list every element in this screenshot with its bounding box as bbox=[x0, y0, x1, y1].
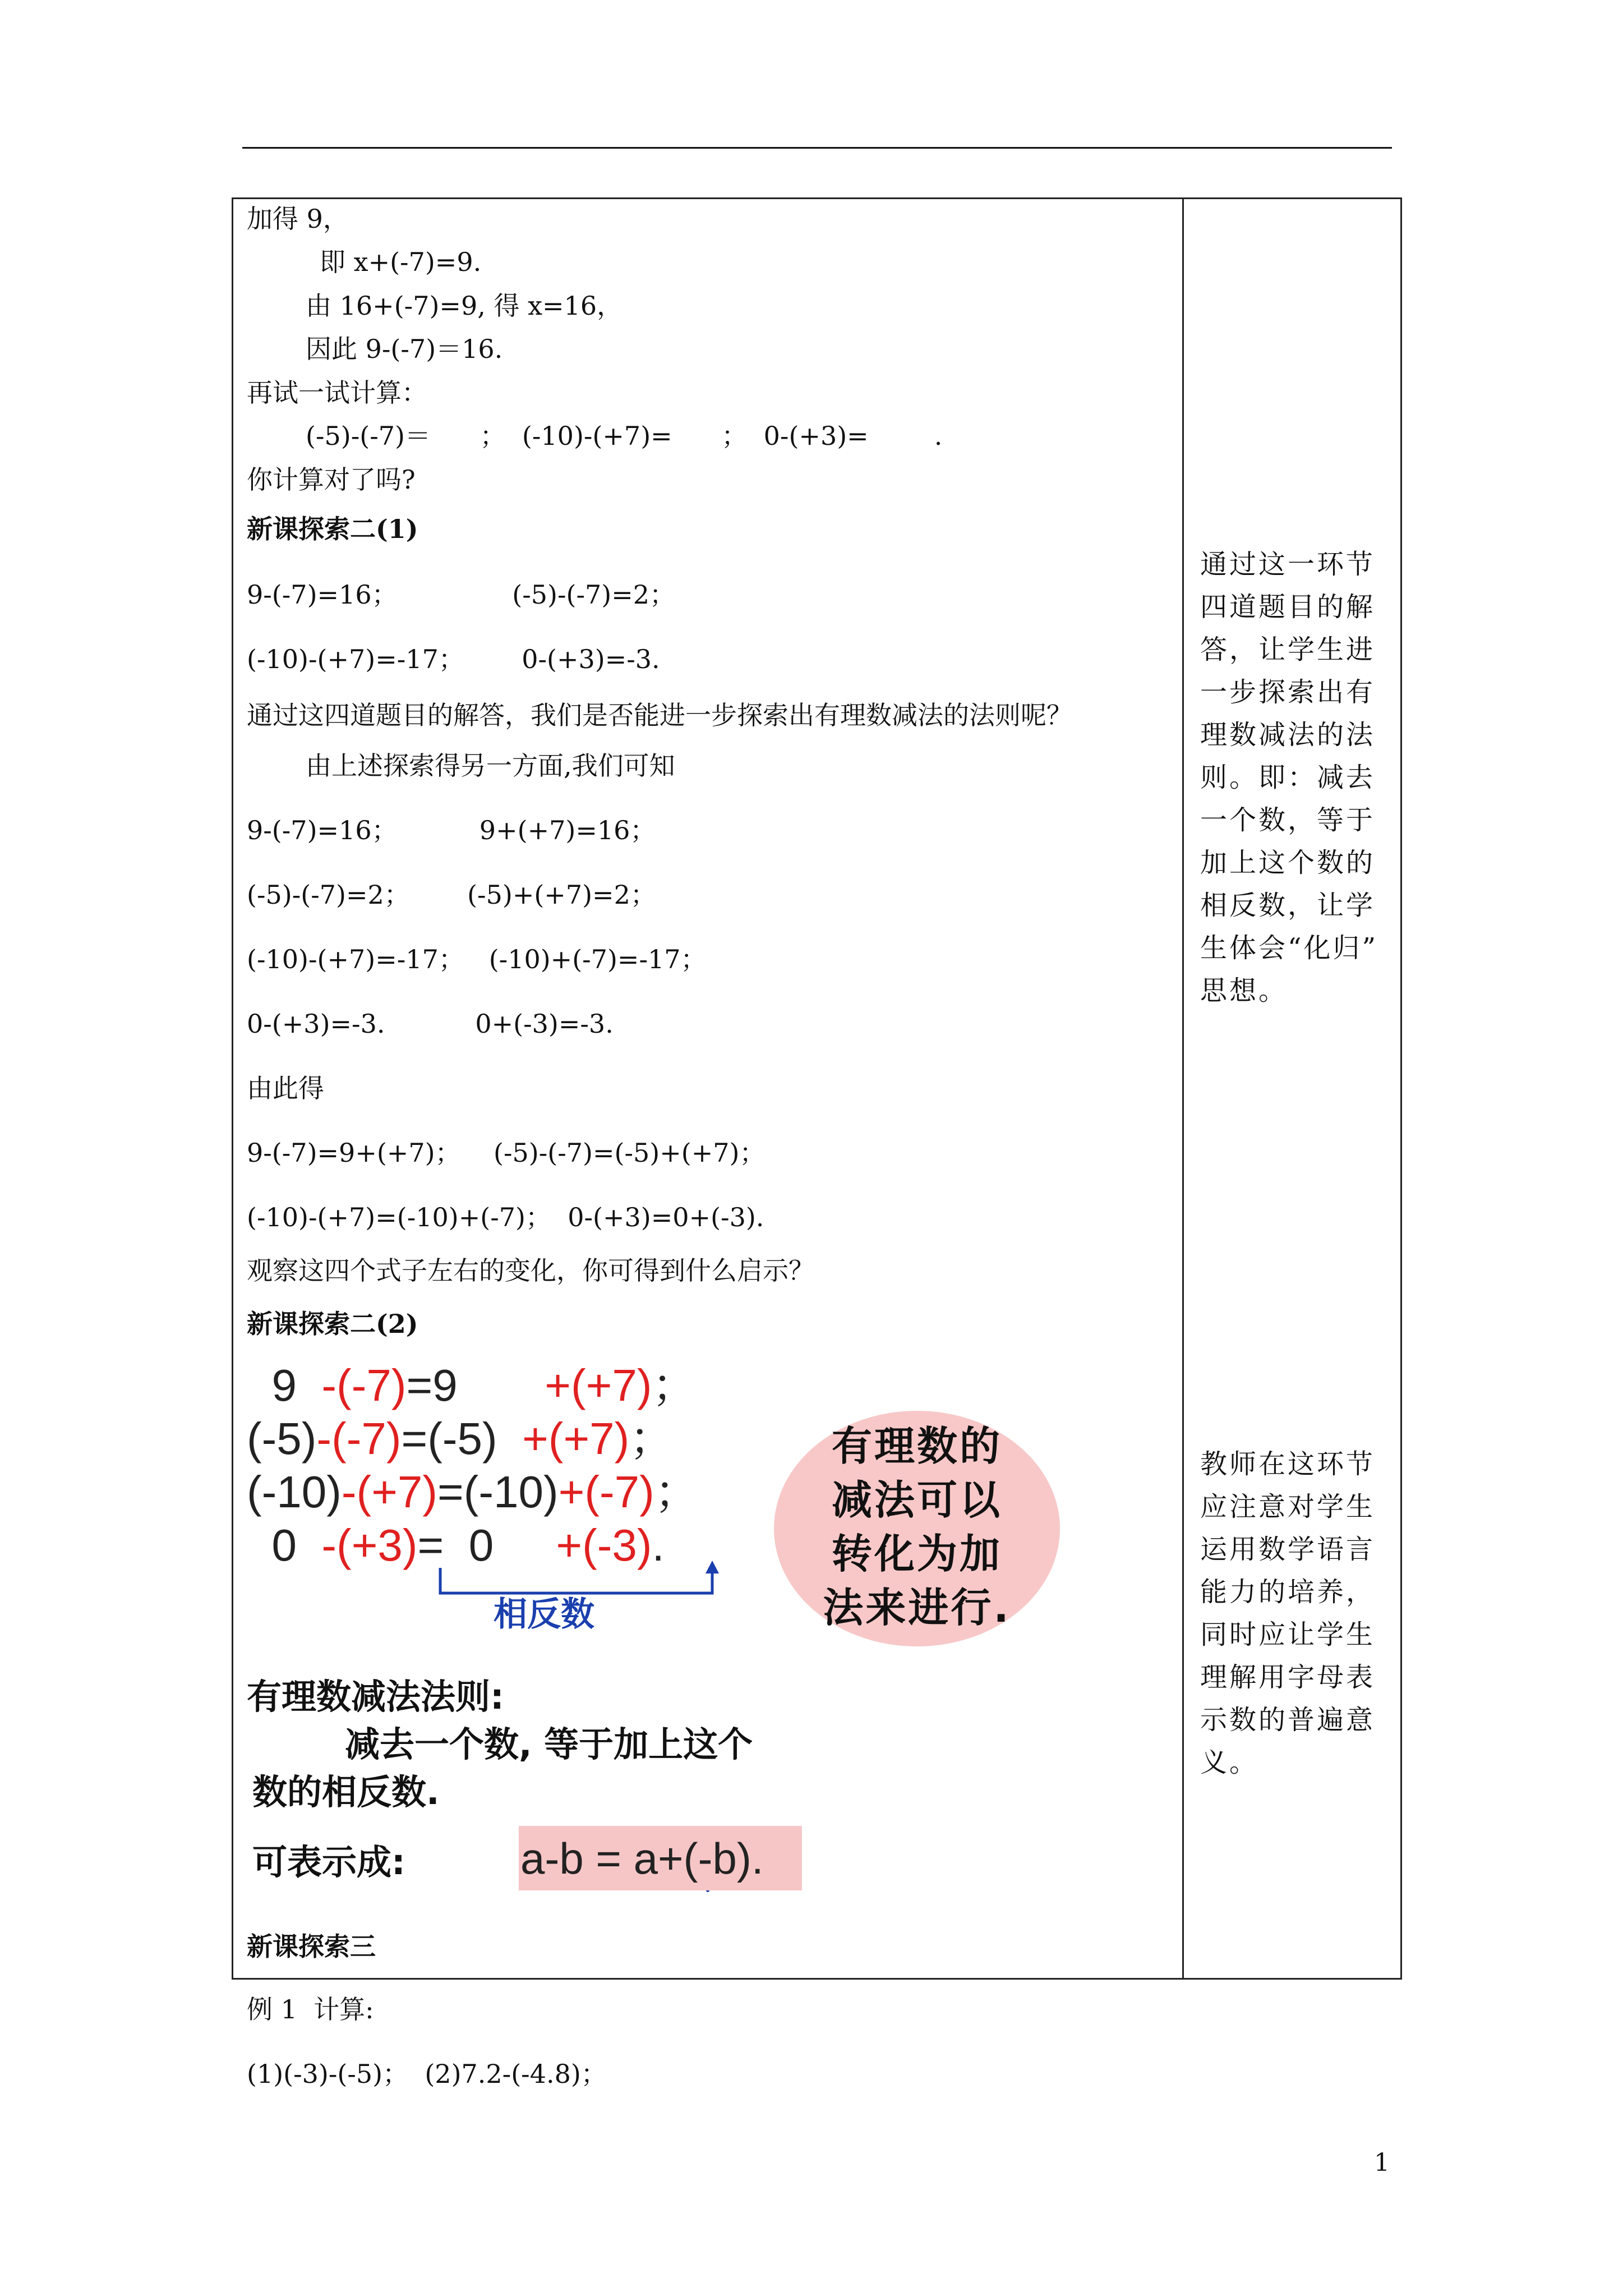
text-line: 由此得 bbox=[247, 1073, 324, 1103]
note-line: 理解用字母表 bbox=[1200, 1662, 1376, 1693]
note-line: 生体会“化归” bbox=[1200, 932, 1378, 964]
text-line: (-5)-(-7)＝ ； (-10)-(+7)= ； 0-(+3)= . bbox=[306, 421, 943, 451]
text-line: (-10)-(+7)=(-10)+(-7)； 0-(+3)=0+(-3). bbox=[247, 1202, 764, 1232]
equation-row: (-10)-(+7)=(-10)+(-7)； bbox=[247, 1467, 699, 1517]
teacher-note bbox=[1200, 1443, 1391, 1784]
subtraction-rule-figure bbox=[247, 1358, 1088, 1896]
rule-formula: a-b = a+(-b). bbox=[520, 1834, 764, 1883]
text-line: 由 16+(-7)=9, 得 x=16， bbox=[306, 291, 623, 321]
text-line: 9-(-7)=16； 9+(+7)=16； bbox=[247, 815, 656, 845]
bubble-line: 减法可以 bbox=[831, 1476, 1002, 1524]
note-line: 思想。 bbox=[1200, 975, 1288, 1006]
page-number: 1 bbox=[1374, 2148, 1390, 2177]
teacher-note bbox=[1200, 543, 1391, 1012]
rule-title: 有理数减法法则: bbox=[247, 1676, 504, 1717]
text-line: 通过这四道题目的解答，我们是否能进一步探索出有理数减法的法则呢？ bbox=[247, 700, 1072, 730]
note-line: 理数减法的法 bbox=[1200, 719, 1376, 751]
rule-body: 数的相反数. bbox=[252, 1772, 440, 1812]
note-line: 运用数学语言 bbox=[1200, 1534, 1376, 1565]
equation-row: (-5)-(-7)=(-5) +(+7)； bbox=[247, 1414, 675, 1464]
note-line: 一个数，等于 bbox=[1200, 804, 1376, 836]
text-line: (1)(-3)-(-5)； (2)7.2-(-4.8)； bbox=[247, 2059, 607, 2089]
express-label: 可表示成: bbox=[252, 1842, 405, 1883]
equation-row: 0 -(+3)= 0 +(-3). bbox=[247, 1520, 665, 1570]
arrow-head-icon bbox=[706, 1561, 719, 1573]
note-line: 相反数，让学 bbox=[1200, 890, 1376, 921]
text-line: (-10)-(+7)=-17； (-10)+(-7)=-17； bbox=[247, 944, 707, 974]
text-line: 0-(+3)=-3. 0+(-3)=-3. bbox=[247, 1009, 614, 1039]
section-heading: 新课探索三 bbox=[247, 1931, 376, 1962]
section-heading: 新课探索二(2) bbox=[247, 1309, 418, 1339]
rule-body: 减去一个数, 等于加上这个 bbox=[345, 1724, 753, 1765]
text-line: 再试一试计算： bbox=[247, 378, 427, 408]
note-line: 通过这一环节 bbox=[1200, 549, 1376, 580]
note-line: 一步探索出有 bbox=[1200, 677, 1376, 708]
note-line: 答，让学生进 bbox=[1200, 634, 1376, 665]
bubble-line: 法来进行. bbox=[823, 1584, 1011, 1631]
text-line: 你计算对了吗? bbox=[247, 464, 416, 495]
note-line: 示数的普遍意 bbox=[1200, 1704, 1376, 1736]
header-rule bbox=[242, 147, 1392, 149]
note-line: 能力的培养， bbox=[1200, 1576, 1376, 1608]
note-line: 同时应让学生 bbox=[1200, 1619, 1376, 1650]
opposite-number-label: 相反数 bbox=[494, 1595, 594, 1634]
bubble-caption bbox=[785, 1419, 1049, 1635]
text-line: 加得 9， bbox=[247, 204, 349, 234]
text-line: 例 1 计算: bbox=[247, 1994, 374, 2024]
note-line: 加上这个数的 bbox=[1200, 847, 1376, 878]
section-heading: 新课探索二(1) bbox=[247, 514, 418, 544]
note-line: 四道题目的解 bbox=[1200, 591, 1376, 623]
text-line: 即 x+(-7)=9. bbox=[320, 247, 482, 277]
note-line: 应注意对学生 bbox=[1200, 1491, 1376, 1522]
note-line: 则。即：减去 bbox=[1200, 762, 1376, 793]
text-line: 观察这四个式子左右的变化，你可得到什么启示？ bbox=[247, 1255, 814, 1286]
column-divider bbox=[1182, 197, 1184, 1980]
text-line: 由上述探索得另一方面,我们可知 bbox=[306, 751, 675, 781]
text-line: (-5)-(-7)=2； (-5)+(+7)=2； bbox=[247, 880, 656, 910]
text-line: 因此 9-(-7)＝16. bbox=[306, 334, 503, 364]
note-line: 教师在这环节 bbox=[1200, 1448, 1376, 1480]
equation-row: 9 -(-7)=9 +(+7)； bbox=[247, 1360, 697, 1410]
note-line: 义。 bbox=[1200, 1747, 1259, 1778]
bubble-line: 转化为加 bbox=[831, 1530, 1002, 1577]
text-line: 9-(-7)=9+(+7)； (-5)-(-7)=(-5)+(+7)； bbox=[247, 1138, 766, 1168]
text-line: 9-(-7)=16； (-5)-(-7)=2； bbox=[247, 579, 676, 610]
text-line: (-10)-(+7)=-17； 0-(+3)=-3. bbox=[247, 644, 660, 674]
bubble-line: 有理数的 bbox=[831, 1423, 1002, 1470]
